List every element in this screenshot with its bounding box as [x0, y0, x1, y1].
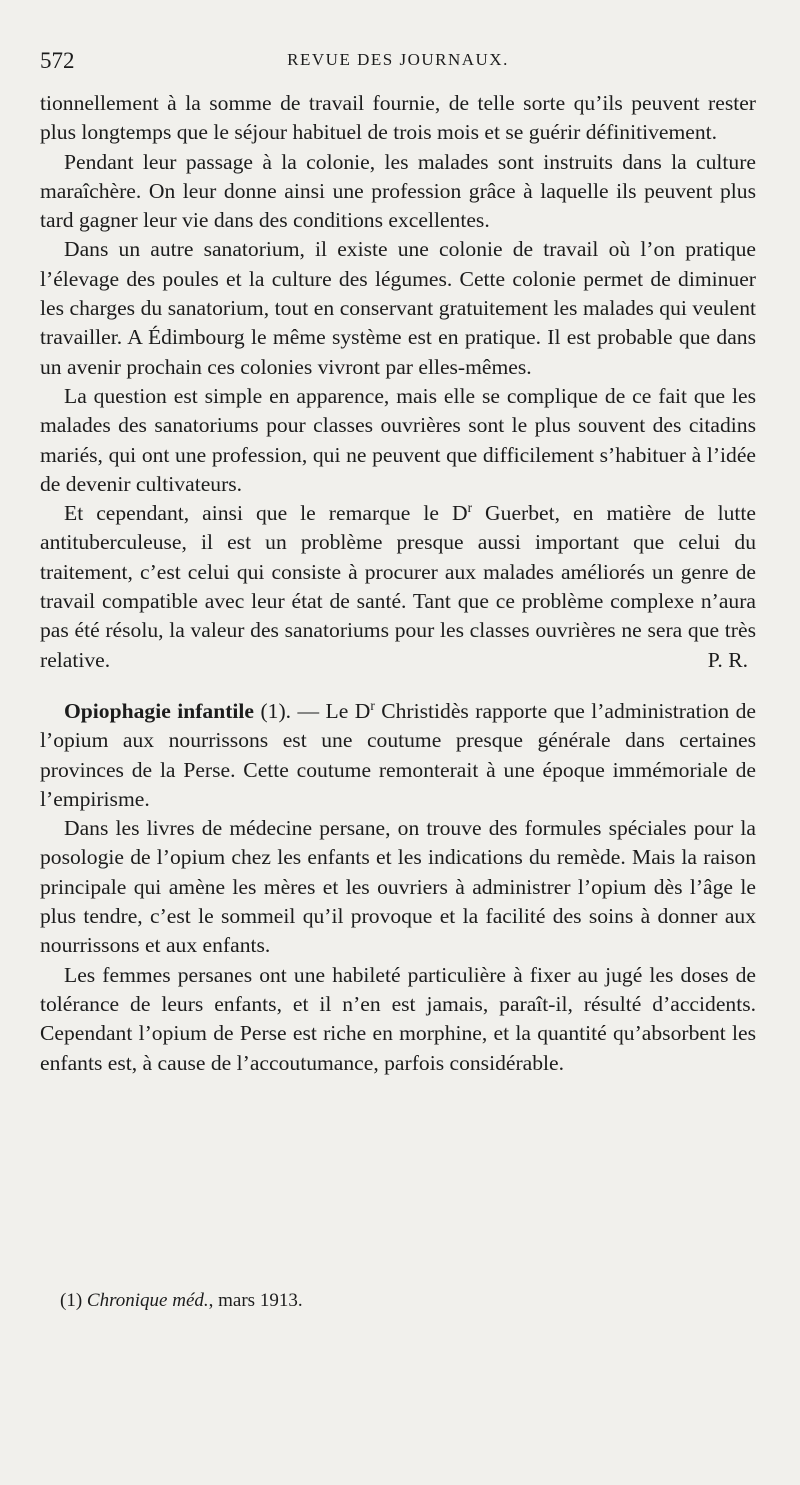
footnote-date: , mars 1913. — [208, 1290, 303, 1311]
body-text — [40, 89, 756, 1078]
section-gap — [40, 675, 756, 697]
journal-title: REVUE DES JOURNAUX. — [287, 50, 509, 69]
footnote — [60, 1288, 756, 1314]
paragraph: Dans un autre sanatorium, il existe une colonie de travail où l’on pratique l’élevage des poules et la culture des légumes. Cette colonie permet de diminuer les charges du sanatorium, tout en conservant gratuitement les malades qui veulent travailler. A Édimbourg le même système est en pratique. Il est probable que dans un avenir prochain ces colonies vivront par elles-mêmes. — [40, 237, 756, 379]
page-number: 572 — [40, 48, 75, 73]
running-head — [40, 48, 756, 74]
text-run: Et cependant, ainsi que le remarque le D — [64, 501, 468, 526]
superscript: r — [467, 499, 473, 515]
author-signature: P. R. — [707, 647, 748, 672]
footnote-marker: (1) — [60, 1290, 87, 1311]
note-title: Opiophagie infantile — [64, 698, 255, 723]
paragraph-conclusion — [40, 499, 756, 675]
paragraph: Pendant leur passage à la colonie, les malades sont instruits dans la culture maraîchère. On leur donne ainsi une profession grâce à laquelle ils peuvent plus tard gagner leur vie dans des conditions excellentes. — [40, 149, 756, 233]
superscript: r — [370, 697, 375, 713]
paragraph: Les femmes persanes ont une habileté particulière à fixer au jugé les doses de tolérance de leurs enfants, et il n’en est jamais, paraît-il, résulté d’accidents. Cependant l’opium de Perse est riche en morphine, et la quantité qu’absorbent les enfants est, à cause de l’accoutumance, parfois considérable. — [40, 962, 756, 1075]
paragraph-continued: tionnellement à la somme de travail fournie, de telle sorte qu’ils peuvent rester plus longtemps que le séjour habituel de trois mois et se guérir définitivement. — [40, 91, 756, 145]
text-run: Christidès rapporte que l’administration de l’opium aux nourrissons est une coutume presque générale dans certaines provinces de la Perse. Cette coutume remonterait à une époque immémoriale de l’empirisme. — [40, 698, 756, 811]
text-run: Guerbet, en matière de lutte antituberculeuse, il est un problème presque aussi important que celui du traitement, c’est celui qui consiste à procurer aux malades améliorés un genre de travail compatible avec leur état de santé. Tant que ce problème complexe n’aura pas été résolu, la valeur des sanatoriums pour les classes ouvrières ne sera que très relative. — [40, 501, 756, 672]
paragraph-note-heading — [40, 697, 756, 814]
paragraph: Dans les livres de médecine persane, on trouve des formules spéciales pour la posologie de l’opium chez les enfants et les indications du remède. Mais la raison principale qui amène les mères et les ouvriers à administrer l’opium dès l’âge le plus tendre, c’est le sommeil qu’il provoque et la facilité des soins à donner aux nourrissons et aux enfants. — [40, 816, 756, 958]
footnote-source: Chronique méd. — [86, 1290, 209, 1311]
note-reference: (1). — Le D — [254, 698, 371, 723]
paragraph: La question est simple en apparence, mais elle se complique de ce fait que les malades des sanatoriums pour classes ouvrières sont le plus souvent des citadins mariés, qui ont une profession, qui ne peuvent que difficilement s’habituer à l’idée de devenir cultivateurs. — [40, 383, 756, 496]
